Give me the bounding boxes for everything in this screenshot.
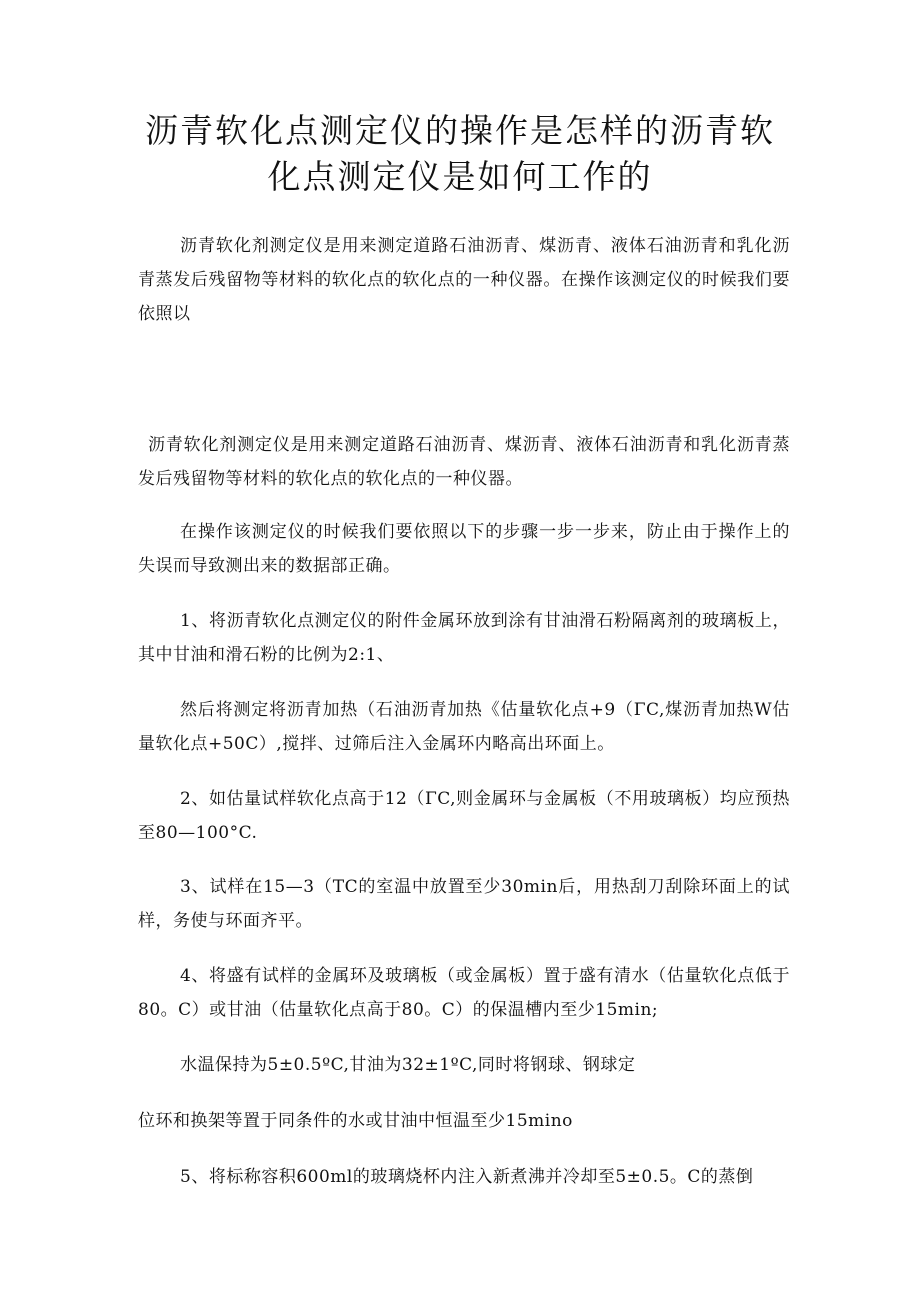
paragraph-step-5: 5、将标称容积600ml的玻璃烧杯内注入新煮沸并冷却至5±0.5。C的蒸倒	[180, 1167, 754, 1187]
paragraph-step-4-temperature: 水温保持为5±0.5ºC,甘油为32±1ºC,同时将钢球、钢球定	[180, 1055, 636, 1075]
paragraph-step-4: 4、将盛有试样的金属环及玻璃板（或金属板）置于盛有清水（估量软化点低于80。C）或甘油（估量软化点高于80。C）的保温槽内至少15min;	[138, 966, 790, 1020]
paragraph-step-2: 2、如估量试样软化点高于12（ΓC,则金属环与金属板（不用玻璃板）均应预热至80—100°C.	[138, 789, 790, 843]
paragraph-step-3: 3、试样在15—3（TC的室温中放置至少30min后，用热刮刀刮除环面上的试样，务使与环面齐平。	[138, 877, 790, 931]
paragraph-step-4-constant-temp: 位环和换架等置于同条件的水或甘油中恒温至少15mino	[138, 1111, 573, 1131]
document-title: 沥青软化点测定仪的操作是怎样的沥青软化点测定仪是如何工作的	[145, 111, 775, 196]
paragraph-step-1: 1、将沥青软化点测定仪的附件金属环放到涂有甘油滑石粉隔离剂的玻璃板上，其中甘油和滑石粉的比例为2:1、	[138, 611, 790, 665]
paragraph-steps-intro: 在操作该测定仪的时候我们要依照以下的步骤一步一步来，防止由于操作上的失误而导致测出来的数据部正确。	[138, 522, 790, 576]
paragraph-intro: 沥青软化剂测定仪是用来测定道路石油沥青、煤沥青、液体石油沥青和乳化沥青蒸发后残留物等材料的软化点的软化点的一种仪器。在操作该测定仪的时候我们要依照以	[138, 236, 790, 324]
paragraph-step-1-heating: 然后将测定将沥青加热（石油沥青加热《估量软化点+9（ΓC,煤沥青加热W估量软化点+50C）,搅拌、过筛后注入金属环内略高出环面上。	[138, 700, 790, 754]
paragraph-definition: 沥青软化剂测定仪是用来测定道路石油沥青、煤沥青、液体石油沥青和乳化沥青蒸发后残留物等材料的软化点的软化点的一种仪器。	[138, 435, 790, 489]
